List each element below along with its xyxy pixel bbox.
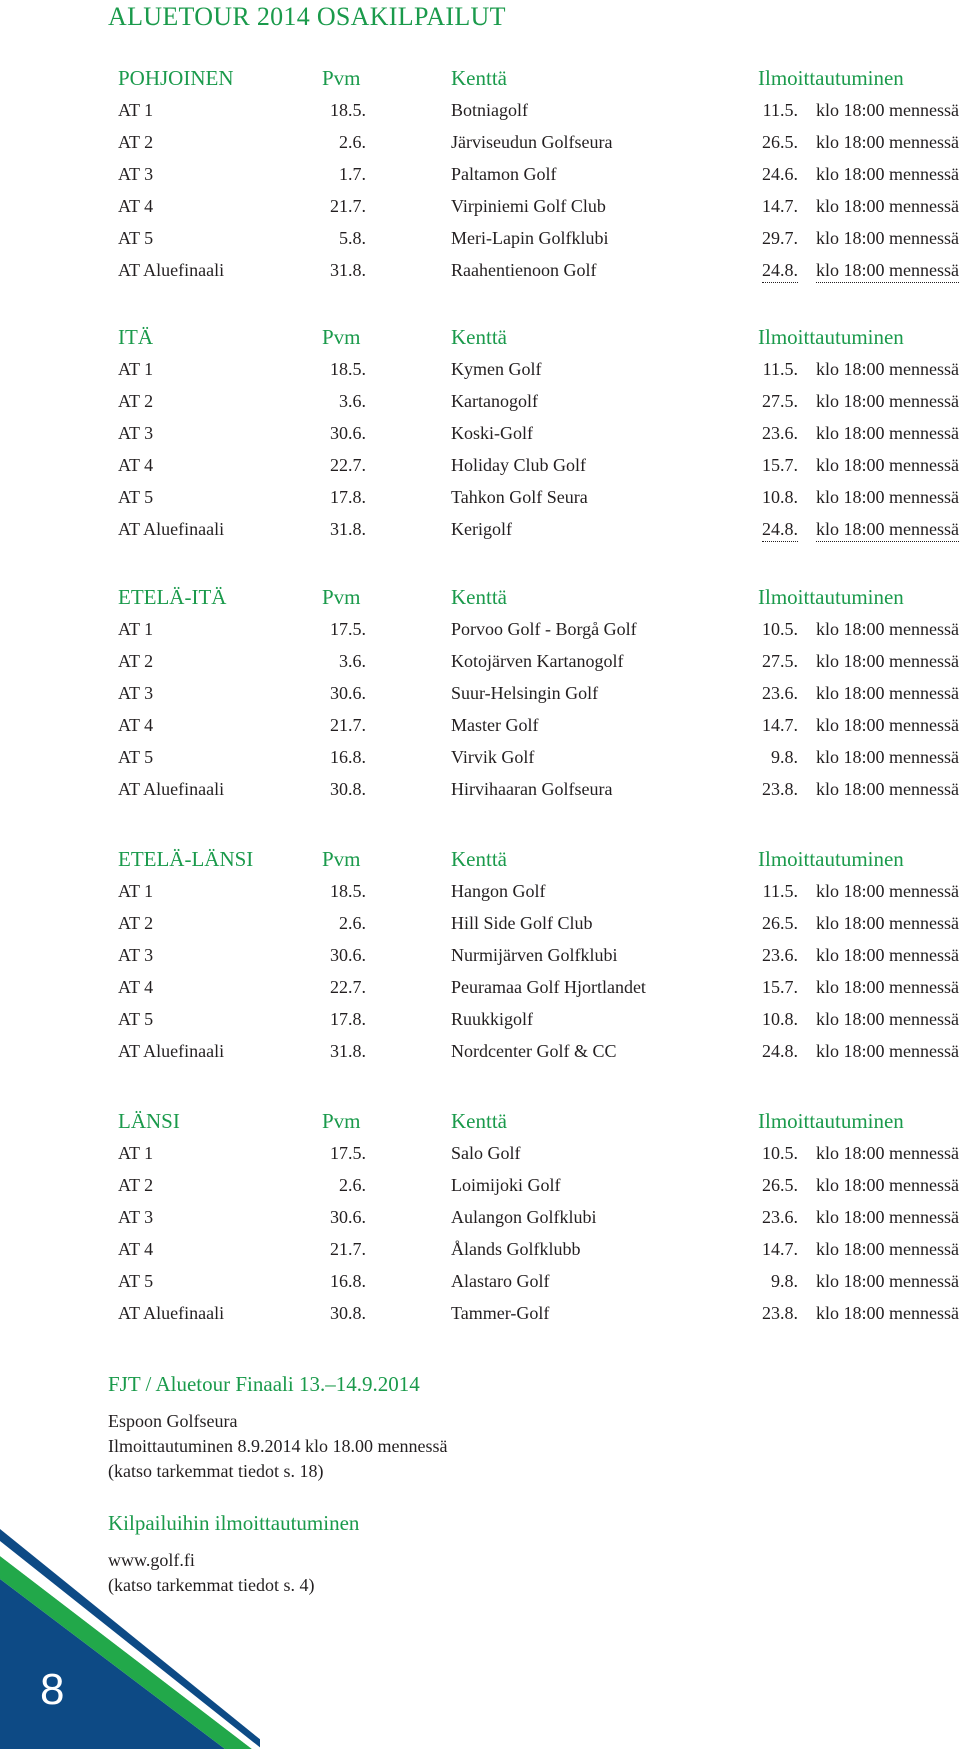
table-row: [0, 353, 960, 385]
section-header: [0, 321, 960, 353]
competition-name: AT 1: [118, 881, 154, 901]
section-header: [0, 1105, 960, 1137]
competition-name: AT 1: [118, 359, 154, 379]
registration-column-header: Ilmoittautuminen: [758, 66, 904, 90]
region-heading: ITÄ: [118, 325, 153, 349]
competition-date: 30.6.: [330, 1207, 366, 1227]
registration-deadline: klo 18:00 mennessä: [816, 164, 959, 184]
registration-date: 10.8.: [762, 487, 798, 507]
competition-name: AT Aluefinaali: [118, 519, 225, 539]
section-header: [0, 62, 960, 94]
competition-date: 3.6.: [339, 391, 366, 411]
course-name: Hangon Golf: [451, 881, 546, 901]
course-name: Hirvihaaran Golfseura: [451, 779, 613, 799]
section-header: [0, 843, 960, 875]
competition-date: 17.8.: [330, 1009, 366, 1029]
registration-deadline: klo 18:00 mennessä: [816, 132, 959, 152]
registration-date: 10.5.: [762, 619, 798, 639]
course-name: Holiday Club Golf: [451, 455, 586, 475]
registration-date: 24.8.: [762, 258, 798, 283]
table-row: [0, 677, 960, 709]
competition-name: AT 4: [118, 455, 154, 475]
registration-deadline: klo 18:00 mennessä: [816, 977, 959, 997]
registration-deadline: klo 18:00 mennessä: [816, 1143, 959, 1163]
registration-date: 24.8.: [762, 1041, 798, 1061]
course-name: Kartanogolf: [451, 391, 538, 411]
registration-date: 14.7.: [762, 196, 798, 216]
finals-heading: FJT / Aluetour Finaali 13.–14.9.2014: [108, 1372, 420, 1396]
competition-name: AT 3: [118, 945, 154, 965]
competition-date: 2.6.: [339, 132, 366, 152]
registration-date: 24.8.: [762, 517, 798, 542]
registration-date: 23.8.: [762, 779, 798, 799]
table-row: [0, 645, 960, 677]
course-name: Suur-Helsingin Golf: [451, 683, 599, 703]
registration-deadline: klo 18:00 mennessä: [816, 747, 959, 767]
table-row: [0, 875, 960, 907]
table-row: [0, 126, 960, 158]
competition-name: AT 5: [118, 228, 154, 248]
corner-decoration: [0, 1479, 260, 1749]
course-column-header: Kenttä: [451, 585, 507, 609]
course-name: Salo Golf: [451, 1143, 521, 1163]
registration-deadline: klo 18:00 mennessä: [816, 651, 959, 671]
registration-deadline: klo 18:00 mennessä: [816, 1239, 959, 1259]
competition-date: 16.8.: [330, 747, 366, 767]
registration-column-header: Ilmoittautuminen: [758, 1109, 904, 1133]
region-section: [0, 321, 960, 545]
table-row: [0, 971, 960, 1003]
competition-date: 30.6.: [330, 945, 366, 965]
registration-url[interactable]: www.golf.fi: [108, 1550, 195, 1570]
region-heading: POHJOINEN: [118, 66, 234, 90]
table-row: [0, 158, 960, 190]
course-name: Kotojärven Kartanogolf: [451, 651, 624, 671]
competition-name: AT 2: [118, 391, 154, 411]
competition-date: 31.8.: [330, 260, 366, 280]
registration-column-header: Ilmoittautuminen: [758, 847, 904, 871]
table-row: [0, 222, 960, 254]
registration-date: 24.6.: [762, 164, 798, 184]
registration-date: 26.5.: [762, 1175, 798, 1195]
table-row: [0, 773, 960, 805]
registration-deadline: klo 18:00 mennessä: [816, 1175, 959, 1195]
pvm-column-header: Pvm: [322, 1109, 361, 1133]
registration-deadline: klo 18:00 mennessä: [816, 455, 959, 475]
course-name: Peuramaa Golf Hjortlandet: [451, 977, 646, 997]
section-header: [0, 581, 960, 613]
course-column-header: Kenttä: [451, 1109, 507, 1133]
course-name: Alastaro Golf: [451, 1271, 550, 1291]
competition-date: 17.5.: [330, 619, 366, 639]
course-name: Nurmijärven Golfklubi: [451, 945, 618, 965]
table-row: [0, 709, 960, 741]
registration-date: 14.7.: [762, 1239, 798, 1259]
registration-date: 26.5.: [762, 132, 798, 152]
region-section: [0, 1105, 960, 1329]
page-title: ALUETOUR 2014 OSAKILPAILUT: [108, 2, 506, 31]
table-row: [0, 417, 960, 449]
region-heading: ETELÄ-LÄNSI: [118, 847, 254, 871]
table-row: [0, 481, 960, 513]
competition-date: 17.5.: [330, 1143, 366, 1163]
registration-deadline: klo 18:00 mennessä: [816, 779, 959, 799]
course-column-header: Kenttä: [451, 66, 507, 90]
table-row: [0, 254, 960, 286]
course-name: Aulangon Golfklubi: [451, 1207, 597, 1227]
course-name: Järviseudun Golfseura: [451, 132, 613, 152]
registration-date: 9.8.: [771, 1271, 798, 1291]
course-name: Virvik Golf: [451, 747, 535, 767]
registration-deadline: klo 18:00 mennessä: [816, 196, 959, 216]
competition-name: AT Aluefinaali: [118, 260, 225, 280]
competition-name: AT 2: [118, 651, 154, 671]
competition-date: 18.5.: [330, 881, 366, 901]
pvm-column-header: Pvm: [322, 585, 361, 609]
registration-deadline: klo 18:00 mennessä: [816, 100, 959, 120]
table-row: [0, 907, 960, 939]
table-row: [0, 1169, 960, 1201]
competition-name: AT 1: [118, 1143, 154, 1163]
registration-date: 11.5.: [762, 359, 798, 379]
competition-date: 5.8.: [339, 228, 366, 248]
competition-date: 2.6.: [339, 1175, 366, 1195]
course-name: Tammer-Golf: [451, 1303, 550, 1323]
course-name: Virpiniemi Golf Club: [451, 196, 606, 216]
registration-date: 26.5.: [762, 913, 798, 933]
competition-name: AT 3: [118, 423, 154, 443]
course-name: Ålands Golfklubb: [451, 1239, 581, 1259]
competition-date: 30.8.: [330, 1303, 366, 1323]
page-number: 8: [40, 1665, 65, 1714]
competition-name: AT 5: [118, 487, 154, 507]
table-row: [0, 190, 960, 222]
registration-deadline: klo 18:00 mennessä: [816, 881, 959, 901]
registration-heading: Kilpailuihin ilmoittautuminen: [108, 1511, 360, 1535]
course-name: Porvoo Golf - Borgå Golf: [451, 619, 637, 639]
registration-date: 11.5.: [762, 881, 798, 901]
course-name: Raahentienoon Golf: [451, 260, 597, 280]
competition-date: 21.7.: [330, 196, 366, 216]
region-heading: ETELÄ-ITÄ: [118, 585, 227, 609]
competition-name: AT 4: [118, 977, 154, 997]
registration-note: (katso tarkemmat tiedot s. 4): [108, 1575, 315, 1595]
competition-date: 18.5.: [330, 100, 366, 120]
competition-date: 18.5.: [330, 359, 366, 379]
competition-date: 16.8.: [330, 1271, 366, 1291]
registration-date: 10.5.: [762, 1143, 798, 1163]
registration-deadline: klo 18:00 mennessä: [816, 391, 959, 411]
course-name: Koski-Golf: [451, 423, 533, 443]
registration-date: 23.8.: [762, 1303, 798, 1323]
table-row: [0, 741, 960, 773]
course-name: Kymen Golf: [451, 359, 542, 379]
table-row: [0, 513, 960, 545]
course-name: Kerigolf: [451, 519, 512, 539]
competition-name: AT 3: [118, 1207, 154, 1227]
registration-date: 23.6.: [762, 945, 798, 965]
pvm-column-header: Pvm: [322, 66, 361, 90]
competition-date: 21.7.: [330, 1239, 366, 1259]
competition-name: AT 1: [118, 100, 154, 120]
competition-date: 1.7.: [339, 164, 366, 184]
course-name: Meri-Lapin Golfklubi: [451, 228, 609, 248]
course-name: Nordcenter Golf & CC: [451, 1041, 617, 1061]
competition-name: AT 4: [118, 196, 154, 216]
competition-date: 22.7.: [330, 977, 366, 997]
competition-name: AT 5: [118, 1271, 154, 1291]
table-row: [0, 1035, 960, 1067]
finals-registration: Ilmoittautuminen 8.9.2014 klo 18.00 mennessä: [108, 1436, 448, 1456]
registration-date: 27.5.: [762, 651, 798, 671]
registration-deadline: klo 18:00 mennessä: [816, 715, 959, 735]
registration-deadline: klo 18:00 mennessä: [816, 1271, 959, 1291]
competition-name: AT 1: [118, 619, 154, 639]
finals-info: [108, 1372, 447, 1484]
competition-date: 30.6.: [330, 423, 366, 443]
competition-name: AT 5: [118, 747, 154, 767]
registration-deadline: klo 18:00 mennessä: [816, 683, 959, 703]
competition-date: 31.8.: [330, 519, 366, 539]
registration-deadline: klo 18:00 mennessä: [816, 423, 959, 443]
registration-date: 23.6.: [762, 683, 798, 703]
competition-name: AT 2: [118, 132, 154, 152]
pvm-column-header: Pvm: [322, 325, 361, 349]
registration-date: 15.7.: [762, 977, 798, 997]
registration-deadline: klo 18:00 mennessä: [816, 913, 959, 933]
table-row: [0, 1201, 960, 1233]
registration-deadline: klo 18:00 mennessä: [816, 228, 959, 248]
table-row: [0, 94, 960, 126]
competition-name: AT 3: [118, 683, 154, 703]
course-name: Loimijoki Golf: [451, 1175, 561, 1195]
registration-date: 11.5.: [762, 100, 798, 120]
table-row: [0, 385, 960, 417]
table-row: [0, 1003, 960, 1035]
table-row: [0, 1297, 960, 1329]
course-name: Ruukkigolf: [451, 1009, 534, 1029]
competition-date: 30.6.: [330, 683, 366, 703]
registration-date: 9.8.: [771, 747, 798, 767]
competition-name: AT 3: [118, 164, 154, 184]
competition-name: AT 4: [118, 715, 154, 735]
table-row: [0, 449, 960, 481]
competition-date: 21.7.: [330, 715, 366, 735]
finals-venue: Espoon Golfseura: [108, 1411, 238, 1431]
course-column-header: Kenttä: [451, 847, 507, 871]
registration-deadline: klo 18:00 mennessä: [816, 619, 959, 639]
registration-date: 14.7.: [762, 715, 798, 735]
registration-deadline: klo 18:00 mennessä: [816, 517, 959, 542]
competition-date: 31.8.: [330, 1041, 366, 1061]
competition-name: AT 5: [118, 1009, 154, 1029]
course-name: Paltamon Golf: [451, 164, 557, 184]
registration-deadline: klo 18:00 mennessä: [816, 258, 959, 283]
competition-date: 30.8.: [330, 779, 366, 799]
finals-note: (katso tarkemmat tiedot s. 18): [108, 1461, 324, 1481]
registration-date: 23.6.: [762, 423, 798, 443]
registration-date: 15.7.: [762, 455, 798, 475]
course-column-header: Kenttä: [451, 325, 507, 349]
competition-name: AT 4: [118, 1239, 154, 1259]
registration-deadline: klo 18:00 mennessä: [816, 359, 959, 379]
registration-date: 10.8.: [762, 1009, 798, 1029]
competition-name: AT 2: [118, 1175, 154, 1195]
course-name: Master Golf: [451, 715, 539, 735]
registration-deadline: klo 18:00 mennessä: [816, 945, 959, 965]
registration-date: 29.7.: [762, 228, 798, 248]
registration-column-header: Ilmoittautuminen: [758, 585, 904, 609]
registration-date: 23.6.: [762, 1207, 798, 1227]
registration-deadline: klo 18:00 mennessä: [816, 1041, 959, 1061]
competition-date: 17.8.: [330, 487, 366, 507]
course-name: Botniagolf: [451, 100, 528, 120]
competition-name: AT 2: [118, 913, 154, 933]
course-name: Hill Side Golf Club: [451, 913, 593, 933]
registration-deadline: klo 18:00 mennessä: [816, 1009, 959, 1029]
competition-name: AT Aluefinaali: [118, 779, 225, 799]
table-row: [0, 1137, 960, 1169]
region-section: [0, 581, 960, 805]
course-name: Tahkon Golf Seura: [451, 487, 588, 507]
registration-date: 27.5.: [762, 391, 798, 411]
region-section: [0, 843, 960, 1067]
competition-name: AT Aluefinaali: [118, 1303, 225, 1323]
pvm-column-header: Pvm: [322, 847, 361, 871]
competition-name: AT Aluefinaali: [118, 1041, 225, 1061]
registration-deadline: klo 18:00 mennessä: [816, 1303, 959, 1323]
table-row: [0, 613, 960, 645]
registration-deadline: klo 18:00 mennessä: [816, 487, 959, 507]
competition-date: 22.7.: [330, 455, 366, 475]
registration-column-header: Ilmoittautuminen: [758, 325, 904, 349]
competition-date: 2.6.: [339, 913, 366, 933]
region-section: [0, 62, 960, 286]
region-heading: LÄNSI: [118, 1109, 180, 1133]
table-row: [0, 1233, 960, 1265]
competition-date: 3.6.: [339, 651, 366, 671]
registration-deadline: klo 18:00 mennessä: [816, 1207, 959, 1227]
table-row: [0, 1265, 960, 1297]
table-row: [0, 939, 960, 971]
